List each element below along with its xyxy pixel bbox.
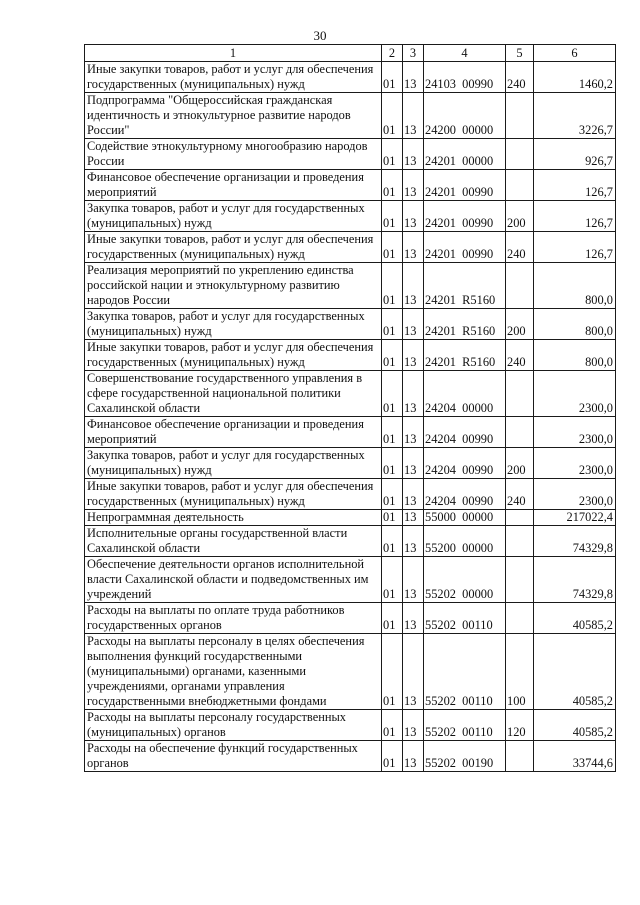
subsection-code-cell: 13 [403, 263, 424, 309]
target-article-code-cell: 24204 00000 [424, 371, 506, 417]
expense-type-code-cell: 240 [506, 232, 534, 263]
target-article-code-cell: 24201 00990 [424, 201, 506, 232]
section-code-cell: 01 [382, 526, 403, 557]
row-name-cell: Совершенствование государственного управления в сфере государственной национальной политики Сахалинской области [85, 371, 382, 417]
budget-table [84, 44, 616, 772]
amount-cell: 40585,2 [534, 710, 616, 741]
column-number: 6 [534, 45, 616, 62]
expense-type-code-cell: 200 [506, 201, 534, 232]
target-article-code-cell: 55200 00000 [424, 526, 506, 557]
amount-cell: 1460,2 [534, 62, 616, 93]
subsection-code-cell: 13 [403, 340, 424, 371]
table-row [85, 371, 616, 417]
subsection-code-cell: 13 [403, 634, 424, 710]
section-code-cell: 01 [382, 340, 403, 371]
section-code-cell: 01 [382, 93, 403, 139]
amount-cell: 217022,4 [534, 510, 616, 526]
column-number: 5 [506, 45, 534, 62]
column-number: 1 [85, 45, 382, 62]
row-name-cell: Содействие этнокультурному многообразию народов России [85, 139, 382, 170]
expense-type-code-cell [506, 526, 534, 557]
target-article-code-cell: 55202 00110 [424, 710, 506, 741]
expense-type-code-cell: 240 [506, 62, 534, 93]
section-code-cell: 01 [382, 139, 403, 170]
expense-type-code-cell [506, 603, 534, 634]
row-name-cell: Иные закупки товаров, работ и услуг для обеспечения государственных (муниципальных) нужд [85, 340, 382, 371]
table-row [85, 603, 616, 634]
expense-type-code-cell [506, 510, 534, 526]
table-row [85, 232, 616, 263]
target-article-code-cell: 55202 00000 [424, 557, 506, 603]
section-code-cell: 01 [382, 371, 403, 417]
table-row [85, 93, 616, 139]
column-number: 2 [382, 45, 403, 62]
amount-cell: 800,0 [534, 309, 616, 340]
amount-cell: 2300,0 [534, 417, 616, 448]
table-row [85, 526, 616, 557]
subsection-code-cell: 13 [403, 417, 424, 448]
expense-type-code-cell: 240 [506, 340, 534, 371]
subsection-code-cell: 13 [403, 139, 424, 170]
target-article-code-cell: 24201 R5160 [424, 309, 506, 340]
row-name-cell: Расходы на обеспечение функций государственных органов [85, 741, 382, 772]
amount-cell: 126,7 [534, 232, 616, 263]
row-name-cell: Расходы на выплаты персоналу государственных (муниципальных) органов [85, 710, 382, 741]
target-article-code-cell: 24103 00990 [424, 62, 506, 93]
subsection-code-cell: 13 [403, 201, 424, 232]
section-code-cell: 01 [382, 741, 403, 772]
section-code-cell: 01 [382, 201, 403, 232]
amount-cell: 126,7 [534, 201, 616, 232]
subsection-code-cell: 13 [403, 448, 424, 479]
section-code-cell: 01 [382, 448, 403, 479]
section-code-cell: 01 [382, 603, 403, 634]
target-article-code-cell: 55202 00190 [424, 741, 506, 772]
amount-cell: 126,7 [534, 170, 616, 201]
row-name-cell: Иные закупки товаров, работ и услуг для обеспечения государственных (муниципальных) нужд [85, 232, 382, 263]
row-name-cell: Подпрограмма "Общероссийская гражданская идентичность и этнокультурное развитие народов России" [85, 93, 382, 139]
target-article-code-cell: 55202 00110 [424, 603, 506, 634]
subsection-code-cell: 13 [403, 510, 424, 526]
row-name-cell: Реализация мероприятий по укреплению единства российской нации и этнокультурному развитию народов России [85, 263, 382, 309]
row-name-cell: Закупка товаров, работ и услуг для государственных (муниципальных) нужд [85, 201, 382, 232]
subsection-code-cell: 13 [403, 93, 424, 139]
row-name-cell: Финансовое обеспечение организации и проведения мероприятий [85, 417, 382, 448]
amount-cell: 926,7 [534, 139, 616, 170]
section-code-cell: 01 [382, 479, 403, 510]
target-article-code-cell: 24200 00000 [424, 93, 506, 139]
table-row [85, 170, 616, 201]
expense-type-code-cell: 100 [506, 634, 534, 710]
column-number-row [85, 45, 616, 62]
expense-type-code-cell: 200 [506, 309, 534, 340]
table-row [85, 201, 616, 232]
section-code-cell: 01 [382, 557, 403, 603]
amount-cell: 33744,6 [534, 741, 616, 772]
column-number: 3 [403, 45, 424, 62]
section-code-cell: 01 [382, 232, 403, 263]
column-number: 4 [424, 45, 506, 62]
amount-cell: 800,0 [534, 340, 616, 371]
amount-cell: 3226,7 [534, 93, 616, 139]
table-row [85, 62, 616, 93]
subsection-code-cell: 13 [403, 232, 424, 263]
expense-type-code-cell: 240 [506, 479, 534, 510]
expense-type-code-cell [506, 170, 534, 201]
target-article-code-cell: 55202 00110 [424, 634, 506, 710]
section-code-cell: 01 [382, 510, 403, 526]
expense-type-code-cell [506, 139, 534, 170]
subsection-code-cell: 13 [403, 526, 424, 557]
amount-cell: 74329,8 [534, 526, 616, 557]
row-name-cell: Иные закупки товаров, работ и услуг для обеспечения государственных (муниципальных) нужд [85, 479, 382, 510]
row-name-cell: Непрограммная деятельность [85, 510, 382, 526]
row-name-cell: Закупка товаров, работ и услуг для государственных (муниципальных) нужд [85, 448, 382, 479]
subsection-code-cell: 13 [403, 603, 424, 634]
row-name-cell: Закупка товаров, работ и услуг для государственных (муниципальных) нужд [85, 309, 382, 340]
target-article-code-cell: 24204 00990 [424, 448, 506, 479]
subsection-code-cell: 13 [403, 62, 424, 93]
amount-cell: 40585,2 [534, 603, 616, 634]
target-article-code-cell: 24201 R5160 [424, 263, 506, 309]
expense-type-code-cell [506, 371, 534, 417]
table-row [85, 340, 616, 371]
target-article-code-cell: 24204 00990 [424, 417, 506, 448]
subsection-code-cell: 13 [403, 710, 424, 741]
table-row [85, 741, 616, 772]
row-name-cell: Иные закупки товаров, работ и услуг для обеспечения государственных (муниципальных) нужд [85, 62, 382, 93]
expense-type-code-cell [506, 741, 534, 772]
target-article-code-cell: 24201 00990 [424, 232, 506, 263]
section-code-cell: 01 [382, 309, 403, 340]
table-row [85, 263, 616, 309]
amount-cell: 2300,0 [534, 448, 616, 479]
subsection-code-cell: 13 [403, 479, 424, 510]
table-row [85, 510, 616, 526]
table-row [85, 710, 616, 741]
section-code-cell: 01 [382, 170, 403, 201]
target-article-code-cell: 24201 R5160 [424, 340, 506, 371]
section-code-cell: 01 [382, 62, 403, 93]
amount-cell: 74329,8 [534, 557, 616, 603]
table-row [85, 557, 616, 603]
expense-type-code-cell: 200 [506, 448, 534, 479]
amount-cell: 2300,0 [534, 371, 616, 417]
target-article-code-cell: 24204 00990 [424, 479, 506, 510]
target-article-code-cell: 24201 00990 [424, 170, 506, 201]
subsection-code-cell: 13 [403, 309, 424, 340]
row-name-cell: Финансовое обеспечение организации и проведения мероприятий [85, 170, 382, 201]
section-code-cell: 01 [382, 634, 403, 710]
expense-type-code-cell [506, 557, 534, 603]
section-code-cell: 01 [382, 417, 403, 448]
table-row [85, 139, 616, 170]
section-code-cell: 01 [382, 263, 403, 309]
table-row [85, 634, 616, 710]
row-name-cell: Расходы на выплаты по оплате труда работников государственных органов [85, 603, 382, 634]
row-name-cell: Расходы на выплаты персоналу в целях обеспечения выполнения функций государственными (муниципальными) органами, казенными учреждениями, органами управления государственными внебюджетными фондами [85, 634, 382, 710]
table-row [85, 309, 616, 340]
row-name-cell: Обеспечение деятельности органов исполнительной власти Сахалинской области и подведомственных им учреждений [85, 557, 382, 603]
table-row [85, 417, 616, 448]
expense-type-code-cell: 120 [506, 710, 534, 741]
budget-table-body [85, 62, 616, 772]
amount-cell: 40585,2 [534, 634, 616, 710]
table-row [85, 448, 616, 479]
table-row [85, 479, 616, 510]
expense-type-code-cell [506, 417, 534, 448]
expense-type-code-cell [506, 93, 534, 139]
amount-cell: 800,0 [534, 263, 616, 309]
subsection-code-cell: 13 [403, 170, 424, 201]
page-number: 30 [313, 28, 327, 43]
row-name-cell: Исполнительные органы государственной власти Сахалинской области [85, 526, 382, 557]
amount-cell: 2300,0 [534, 479, 616, 510]
expense-type-code-cell [506, 263, 534, 309]
section-code-cell: 01 [382, 710, 403, 741]
target-article-code-cell: 24201 00000 [424, 139, 506, 170]
subsection-code-cell: 13 [403, 741, 424, 772]
subsection-code-cell: 13 [403, 371, 424, 417]
subsection-code-cell: 13 [403, 557, 424, 603]
target-article-code-cell: 55000 00000 [424, 510, 506, 526]
